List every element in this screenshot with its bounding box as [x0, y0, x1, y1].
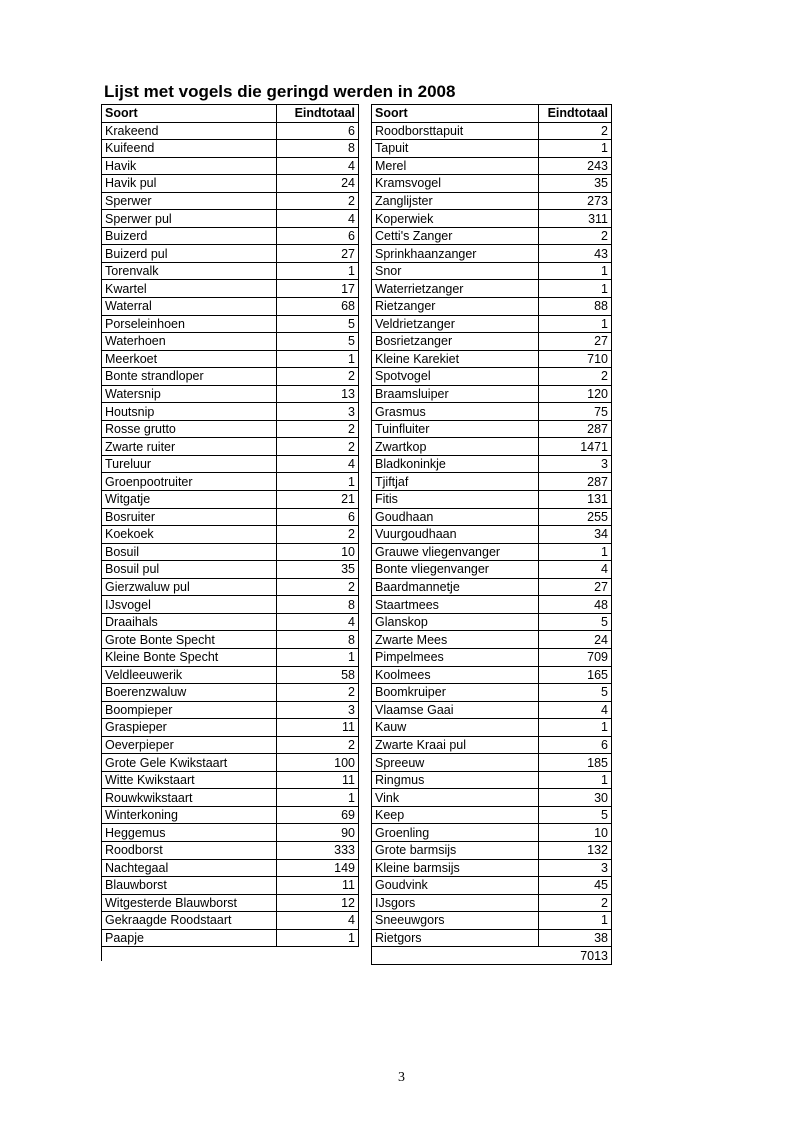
table-row [102, 122, 359, 140]
species-total: 5 [539, 684, 612, 702]
table-row [102, 298, 359, 316]
table-row [102, 280, 359, 298]
table-row [372, 385, 612, 403]
species-total: 34 [539, 526, 612, 544]
species-total: 88 [539, 298, 612, 316]
species-total: 1 [277, 929, 359, 947]
table-row [372, 912, 612, 930]
table-row [102, 543, 359, 561]
table-row [372, 298, 612, 316]
species-total: 58 [277, 666, 359, 684]
species-name: Kramsvogel [372, 175, 539, 193]
species-total: 185 [539, 754, 612, 772]
species-name: Winterkoning [102, 806, 277, 824]
species-total: 75 [539, 403, 612, 421]
table-row [102, 877, 359, 895]
species-name: IJsgors [372, 894, 539, 912]
species-name: Cetti's Zanger [372, 227, 539, 245]
table-row [372, 420, 612, 438]
table-row [372, 719, 612, 737]
species-total: 2 [277, 438, 359, 456]
species-total: 69 [277, 806, 359, 824]
species-total: 11 [277, 719, 359, 737]
species-total: 24 [539, 631, 612, 649]
species-total: 243 [539, 157, 612, 175]
species-name: Zwarte Kraai pul [372, 736, 539, 754]
species-name: Blauwborst [102, 877, 277, 895]
species-total: 8 [277, 596, 359, 614]
species-name: Grote Bonte Specht [102, 631, 277, 649]
species-name: Groenling [372, 824, 539, 842]
table-row [102, 157, 359, 175]
table-row [372, 631, 612, 649]
species-total: 8 [277, 631, 359, 649]
table-row [372, 140, 612, 158]
species-total: 2 [277, 368, 359, 386]
table-row [372, 859, 612, 877]
species-name: Pimpelmees [372, 648, 539, 666]
table-row [102, 754, 359, 772]
table-row [102, 403, 359, 421]
table-row [102, 368, 359, 386]
table-row [372, 245, 612, 263]
species-total: 6 [277, 508, 359, 526]
species-total: 4 [277, 210, 359, 228]
table-row [102, 315, 359, 333]
species-total: 287 [539, 420, 612, 438]
species-total: 5 [539, 806, 612, 824]
species-name: Waterrietzanger [372, 280, 539, 298]
table-row [102, 491, 359, 509]
species-name: Rietzanger [372, 298, 539, 316]
table-row [102, 806, 359, 824]
species-name: Bladkoninkje [372, 455, 539, 473]
species-total: 35 [539, 175, 612, 193]
species-total: 1 [539, 262, 612, 280]
species-total: 11 [277, 771, 359, 789]
table-row [102, 350, 359, 368]
table-row [372, 684, 612, 702]
species-name: Boomkruiper [372, 684, 539, 702]
table-row [372, 561, 612, 579]
species-total: 3 [277, 701, 359, 719]
table-row [102, 684, 359, 702]
species-name: Tjiftjaf [372, 473, 539, 491]
species-name: Snor [372, 262, 539, 280]
table-row [372, 333, 612, 351]
species-name: Zwartkop [372, 438, 539, 456]
table-row [372, 877, 612, 895]
species-name: Roodborst [102, 841, 277, 859]
species-total: 30 [539, 789, 612, 807]
species-total: 1 [539, 140, 612, 158]
table-row [102, 140, 359, 158]
species-name: Vuurgoudhaan [372, 526, 539, 544]
species-name: Waterhoen [102, 333, 277, 351]
species-total: 287 [539, 473, 612, 491]
grand-total-label-cell [372, 947, 539, 965]
grand-total-row [372, 947, 612, 965]
species-total: 8 [277, 140, 359, 158]
table-row [102, 508, 359, 526]
document-title: Lijst met vogels die geringd werden in 2008 [104, 82, 456, 101]
species-name: Koolmees [372, 666, 539, 684]
table-row [372, 824, 612, 842]
species-name: Kleine Bonte Specht [102, 648, 277, 666]
species-total: 27 [539, 333, 612, 351]
table-row [102, 631, 359, 649]
species-name: Grasmus [372, 403, 539, 421]
table-row [372, 350, 612, 368]
table-row [372, 438, 612, 456]
species-total: 311 [539, 210, 612, 228]
species-total: 273 [539, 192, 612, 210]
table-row [102, 613, 359, 631]
species-name: Fitis [372, 491, 539, 509]
table-row [102, 824, 359, 842]
species-name: Merel [372, 157, 539, 175]
species-name: Havik [102, 157, 277, 175]
species-name: Veldrietzanger [372, 315, 539, 333]
table-row [102, 561, 359, 579]
table-row [102, 455, 359, 473]
species-total: 2 [539, 227, 612, 245]
table-row [102, 894, 359, 912]
species-name: Koperwiek [372, 210, 539, 228]
species-total: 1 [539, 771, 612, 789]
species-total: 100 [277, 754, 359, 772]
column-header-species: Soort [372, 105, 539, 123]
species-name: Sprinkhaanzanger [372, 245, 539, 263]
species-total: 2 [539, 122, 612, 140]
grand-total-value: 7013 [539, 947, 612, 965]
species-total: 27 [277, 245, 359, 263]
table-row [372, 210, 612, 228]
species-total: 5 [539, 613, 612, 631]
species-name: Waterral [102, 298, 277, 316]
species-total: 24 [277, 175, 359, 193]
species-name: Buizerd pul [102, 245, 277, 263]
table-row [102, 473, 359, 491]
species-total: 48 [539, 596, 612, 614]
species-total: 3 [539, 859, 612, 877]
table-row [102, 701, 359, 719]
column-header-total: Eindtotaal [539, 105, 612, 123]
column-header-species: Soort [102, 105, 277, 123]
species-name: Rouwkwikstaart [102, 789, 277, 807]
species-name: Havik pul [102, 175, 277, 193]
species-name: Braamsluiper [372, 385, 539, 403]
species-name: Grote Gele Kwikstaart [102, 754, 277, 772]
species-name: Vink [372, 789, 539, 807]
species-total: 1 [277, 350, 359, 368]
species-name: Rietgors [372, 929, 539, 947]
species-name: Rosse grutto [102, 420, 277, 438]
table-row [372, 596, 612, 614]
table-row [372, 526, 612, 544]
species-name: Goudvink [372, 877, 539, 895]
species-name: Boompieper [102, 701, 277, 719]
table-row [102, 333, 359, 351]
species-total: 2 [277, 684, 359, 702]
species-name: Sneeuwgors [372, 912, 539, 930]
table-row [102, 666, 359, 684]
species-name: Kwartel [102, 280, 277, 298]
table-row [102, 719, 359, 737]
species-name: Tapuit [372, 140, 539, 158]
species-total: 149 [277, 859, 359, 877]
species-name: Bosuil [102, 543, 277, 561]
table-row [372, 806, 612, 824]
table-row [372, 508, 612, 526]
species-name: Heggemus [102, 824, 277, 842]
bird-table-right [371, 104, 612, 965]
species-name: Veldleeuwerik [102, 666, 277, 684]
table-row [372, 368, 612, 386]
species-name: Gekraagde Roodstaart [102, 912, 277, 930]
species-total: 5 [277, 315, 359, 333]
species-total: 4 [277, 455, 359, 473]
table-row [102, 262, 359, 280]
species-name: Bosruiter [102, 508, 277, 526]
species-total: 3 [277, 403, 359, 421]
table-row [372, 192, 612, 210]
table-row [372, 403, 612, 421]
species-total: 90 [277, 824, 359, 842]
species-name: Keep [372, 806, 539, 824]
table-row [102, 420, 359, 438]
species-total: 1 [277, 648, 359, 666]
table-row [102, 596, 359, 614]
species-total: 1 [539, 543, 612, 561]
species-name: Witgatje [102, 491, 277, 509]
table-row [372, 648, 612, 666]
species-total: 2 [277, 736, 359, 754]
species-total: 333 [277, 841, 359, 859]
species-total: 6 [277, 227, 359, 245]
table-row [372, 894, 612, 912]
table-left-border-tail [101, 947, 102, 961]
species-name: Bosrietzanger [372, 333, 539, 351]
table-row [102, 859, 359, 877]
species-total: 13 [277, 385, 359, 403]
species-name: Paapje [102, 929, 277, 947]
species-total: 43 [539, 245, 612, 263]
species-name: Tureluur [102, 455, 277, 473]
species-total: 10 [539, 824, 612, 842]
species-name: Spotvogel [372, 368, 539, 386]
species-total: 4 [277, 157, 359, 175]
table-row [372, 841, 612, 859]
species-name: Grote barmsijs [372, 841, 539, 859]
species-name: Sperwer pul [102, 210, 277, 228]
species-name: Bonte vliegenvanger [372, 561, 539, 579]
species-total: 2 [277, 420, 359, 438]
species-name: Witgesterde Blauwborst [102, 894, 277, 912]
species-name: Roodborsttapuit [372, 122, 539, 140]
table-row [372, 157, 612, 175]
table-row [372, 771, 612, 789]
species-total: 27 [539, 578, 612, 596]
species-total: 4 [277, 912, 359, 930]
table-row [372, 280, 612, 298]
species-name: Kleine barmsijs [372, 859, 539, 877]
table-row [102, 210, 359, 228]
species-total: 1 [539, 280, 612, 298]
species-total: 1 [539, 315, 612, 333]
species-name: Kuifeend [102, 140, 277, 158]
table-row [372, 122, 612, 140]
table-row [102, 175, 359, 193]
species-total: 12 [277, 894, 359, 912]
species-name: Buizerd [102, 227, 277, 245]
table-row [102, 578, 359, 596]
table-row [372, 666, 612, 684]
species-total: 5 [277, 333, 359, 351]
table-row [372, 789, 612, 807]
table-row [102, 385, 359, 403]
species-total: 3 [539, 455, 612, 473]
species-total: 1 [539, 719, 612, 737]
species-total: 2 [539, 894, 612, 912]
species-name: Spreeuw [372, 754, 539, 772]
table-row [102, 789, 359, 807]
table-row [102, 736, 359, 754]
species-name: Tuinfluiter [372, 420, 539, 438]
species-total: 11 [277, 877, 359, 895]
species-name: Porseleinhoen [102, 315, 277, 333]
table-row [372, 315, 612, 333]
species-name: Nachtegaal [102, 859, 277, 877]
species-name: Graspieper [102, 719, 277, 737]
table-row [372, 736, 612, 754]
species-name: Staartmees [372, 596, 539, 614]
species-total: 68 [277, 298, 359, 316]
table-row [372, 543, 612, 561]
species-total: 1 [277, 473, 359, 491]
species-total: 17 [277, 280, 359, 298]
table-row [102, 929, 359, 947]
table-row [102, 841, 359, 859]
species-name: Ringmus [372, 771, 539, 789]
species-name: Zanglijster [372, 192, 539, 210]
species-name: Sperwer [102, 192, 277, 210]
species-total: 1 [277, 262, 359, 280]
table-row [102, 526, 359, 544]
species-name: Baardmannetje [372, 578, 539, 596]
species-total: 1 [277, 789, 359, 807]
table-row [102, 912, 359, 930]
species-name: Krakeend [102, 122, 277, 140]
species-name: Houtsnip [102, 403, 277, 421]
species-name: Glanskop [372, 613, 539, 631]
table-header-row [372, 105, 612, 123]
table-row [372, 175, 612, 193]
species-total: 131 [539, 491, 612, 509]
species-total: 710 [539, 350, 612, 368]
table-row [102, 227, 359, 245]
species-name: Grauwe vliegenvanger [372, 543, 539, 561]
species-name: IJsvogel [102, 596, 277, 614]
column-header-total: Eindtotaal [277, 105, 359, 123]
species-total: 6 [277, 122, 359, 140]
species-name: Meerkoet [102, 350, 277, 368]
page-number: 3 [398, 1070, 405, 1085]
species-name: Torenvalk [102, 262, 277, 280]
species-total: 120 [539, 385, 612, 403]
species-total: 709 [539, 648, 612, 666]
species-total: 21 [277, 491, 359, 509]
species-total: 2 [277, 192, 359, 210]
species-total: 4 [539, 561, 612, 579]
table-header-row [102, 105, 359, 123]
table-row [372, 455, 612, 473]
species-name: Watersnip [102, 385, 277, 403]
table-row [102, 438, 359, 456]
species-total: 45 [539, 877, 612, 895]
species-total: 132 [539, 841, 612, 859]
species-name: Oeverpieper [102, 736, 277, 754]
table-row [372, 473, 612, 491]
table-row [372, 491, 612, 509]
species-total: 38 [539, 929, 612, 947]
table-row [372, 701, 612, 719]
bird-table-left [101, 104, 359, 947]
table-row [372, 929, 612, 947]
species-name: Kleine Karekiet [372, 350, 539, 368]
species-name: Zwarte Mees [372, 631, 539, 649]
species-total: 2 [277, 578, 359, 596]
table-row [102, 192, 359, 210]
table-row [102, 245, 359, 263]
species-name: Draaihals [102, 613, 277, 631]
species-name: Kauw [372, 719, 539, 737]
table-row [372, 578, 612, 596]
species-total: 165 [539, 666, 612, 684]
table-row [372, 227, 612, 245]
table-row [372, 262, 612, 280]
species-total: 6 [539, 736, 612, 754]
table-row [372, 613, 612, 631]
species-name: Goudhaan [372, 508, 539, 526]
species-name: Koekoek [102, 526, 277, 544]
table-row [102, 648, 359, 666]
species-name: Gierzwaluw pul [102, 578, 277, 596]
species-name: Zwarte ruiter [102, 438, 277, 456]
species-total: 35 [277, 561, 359, 579]
species-name: Bonte strandloper [102, 368, 277, 386]
species-name: Witte Kwikstaart [102, 771, 277, 789]
species-total: 10 [277, 543, 359, 561]
species-total: 1471 [539, 438, 612, 456]
species-total: 2 [277, 526, 359, 544]
species-name: Vlaamse Gaai [372, 701, 539, 719]
species-total: 4 [539, 701, 612, 719]
species-total: 1 [539, 912, 612, 930]
table-row [102, 771, 359, 789]
species-name: Bosuil pul [102, 561, 277, 579]
species-name: Boerenzwaluw [102, 684, 277, 702]
species-total: 4 [277, 613, 359, 631]
species-total: 2 [539, 368, 612, 386]
table-row [372, 754, 612, 772]
species-total: 255 [539, 508, 612, 526]
species-name: Groenpootruiter [102, 473, 277, 491]
